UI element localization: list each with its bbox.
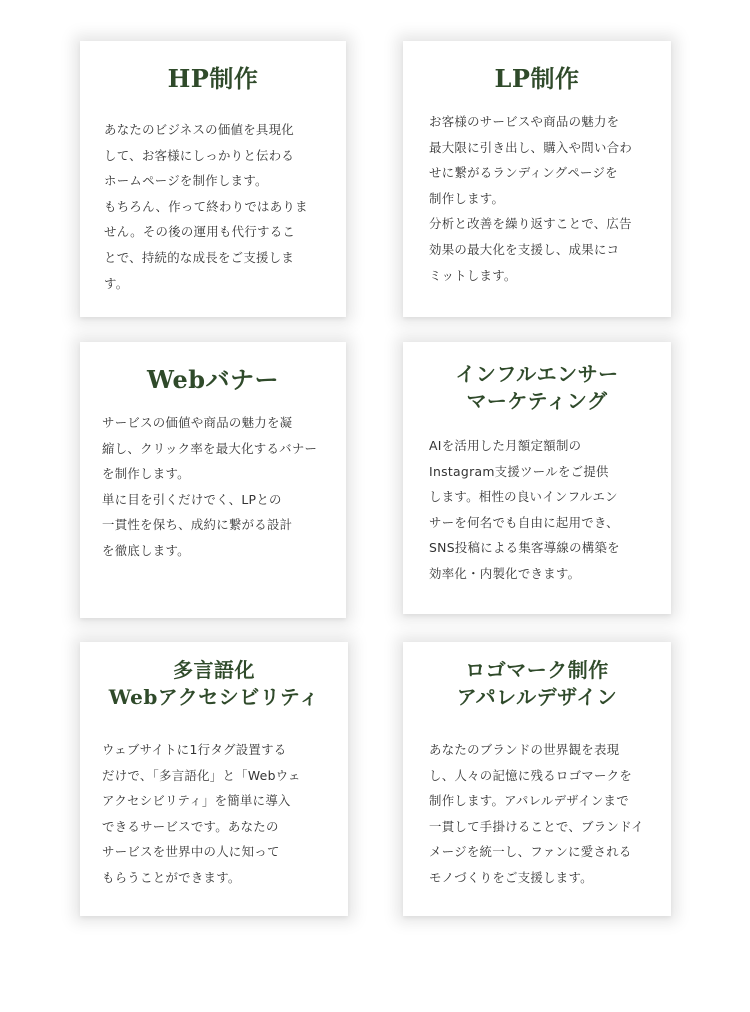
service-description: サービスの価値や商品の魅力を凝 縮し、クリック率を最大化するバナー を制作します。 単に目を引くだけでく、LPとの 一貫性を保ち、成約に繋がる設計 を徹底します。 <box>102 415 318 558</box>
service-card-influencer-marketing <box>403 342 671 614</box>
service-card-web-banner <box>80 342 346 618</box>
service-title: HP制作 <box>167 64 259 93</box>
service-title: Webバナー <box>146 365 280 394</box>
service-card-logo-apparel <box>403 642 671 916</box>
service-card-lp <box>403 41 671 317</box>
service-title: インフルエンサー マーケティング <box>455 362 619 413</box>
service-title: LP制作 <box>494 64 580 93</box>
service-description: ウェブサイトに1行タグ設置する だけで、「多言語化」と「Webウェ アクセシビリティ」を簡単に導入 できるサービスです。あなたの サービスを世界中の人に知って もらうことができます。 <box>102 742 301 885</box>
service-description: お客様のサービスや商品の魅力を 最大限に引き出し、購入や問い合わ せに繋がるランディングページを 制作します。 分析と改善を繰り返すことで、広告 効果の最大化を支援し、成果にコ ミットします。 <box>429 114 633 283</box>
service-title: 多言語化 Webアクセシビリティ <box>108 658 320 709</box>
service-card-hp <box>80 41 346 317</box>
service-description: あなたのビジネスの価値を具現化 して、お客様にしっかりと伝わる ホームページを制作します。 もちろん、作って終わりではありま せん。その後の運用も代行するこ とで、持続的な成長をご支援しま す。 <box>104 122 308 291</box>
service-card-multilingual-accessibility <box>80 642 348 916</box>
service-description: AIを活用した月額定額制の Instagram支援ツールをご提供 します。相性の良いインフルエン サーを何名でも自由に起用でき、 SNS投稿による集客導線の構築を 効率化・内製化できます。 <box>429 438 620 581</box>
service-description: あなたのブランドの世界観を表現 し、人々の記憶に残るロゴマークを 制作します。アパレルデザインまで 一貫して手掛けることで、ブランドイ メージを統一し、ファンに愛される モノづくりをご支援します。 <box>429 742 644 885</box>
service-title: ロゴマーク制作 アパレルデザイン <box>456 658 618 709</box>
